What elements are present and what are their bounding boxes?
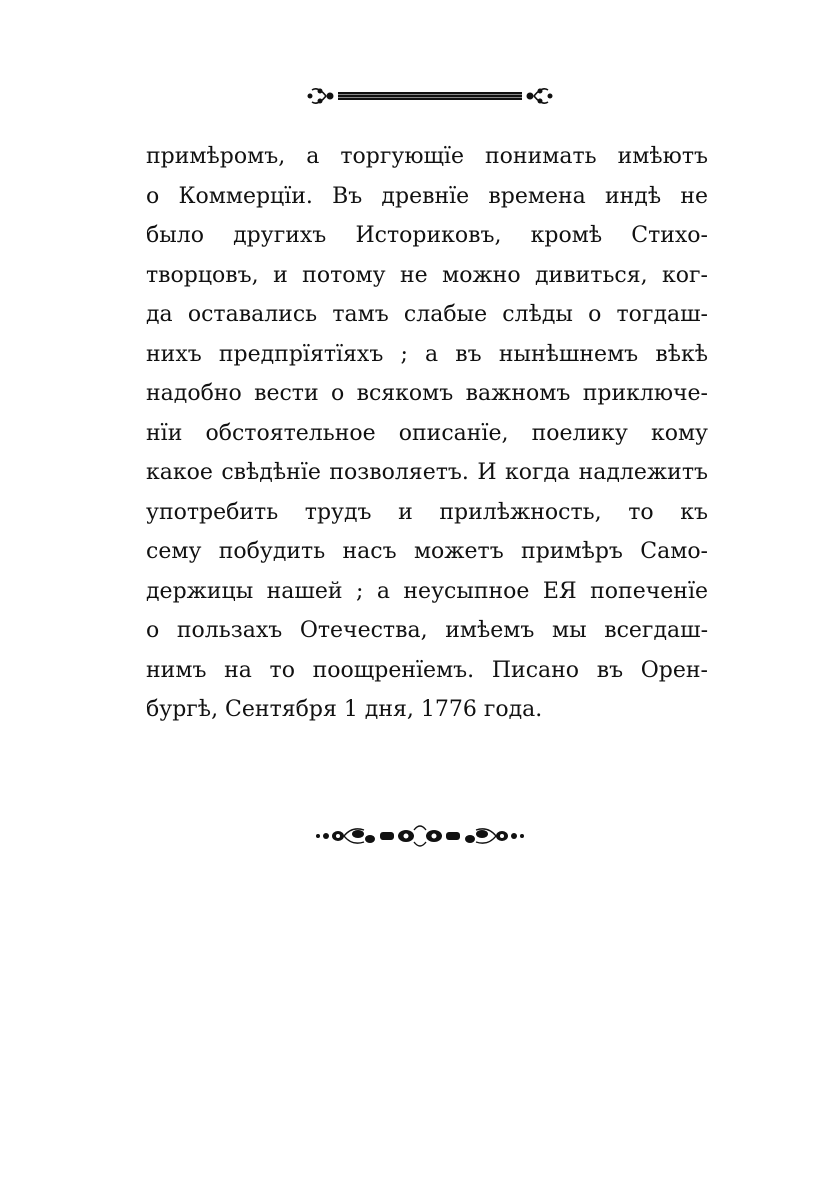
text-line: нїи обстоятельное описанїе, поелику кому [146, 420, 708, 446]
text-line-last: бургѣ, Сентября 1 дня, 1776 года. [146, 697, 543, 722]
text-line: о пользахъ Отечества, имѣемъ мы всегдаш- [146, 618, 708, 643]
text-line: надобно вести о всякомъ важномъ приключе- [146, 381, 708, 406]
text-line: творцовъ, и потому не можно дивиться, ког- [146, 262, 708, 288]
text-line: было другихъ Историковъ, кромѣ Стихо- [146, 223, 708, 248]
text-line: примѣромъ, а торгующїе понимать имѣютъ [146, 144, 708, 169]
text-line: держицы нашей ; а неусыпное ЕЯ попеченїе [146, 578, 708, 604]
text-line: нихъ предпрїятїяхъ ; а въ нынѣшнемъ вѣкѣ [146, 341, 708, 367]
text-line: да оставались тамъ слабые слѣды о тогдаш- [146, 302, 708, 327]
text-line: сему побудить насъ можетъ примѣръ Само- [146, 539, 708, 564]
top-ornament-icon [300, 78, 560, 114]
bottom-ornament-icon [308, 818, 532, 854]
text-line: о Коммерцїи. Въ древнїе времена индѣ не [146, 183, 708, 209]
text-line: нимъ на то поощренїемъ. Писано въ Орен- [146, 657, 708, 683]
text-line: употребить трудъ и прилѣжность, то къ [146, 499, 708, 525]
body-text [146, 137, 708, 730]
text-line: какое свѣдѣнїе позволяетъ. И когда надлежитъ [146, 460, 708, 485]
